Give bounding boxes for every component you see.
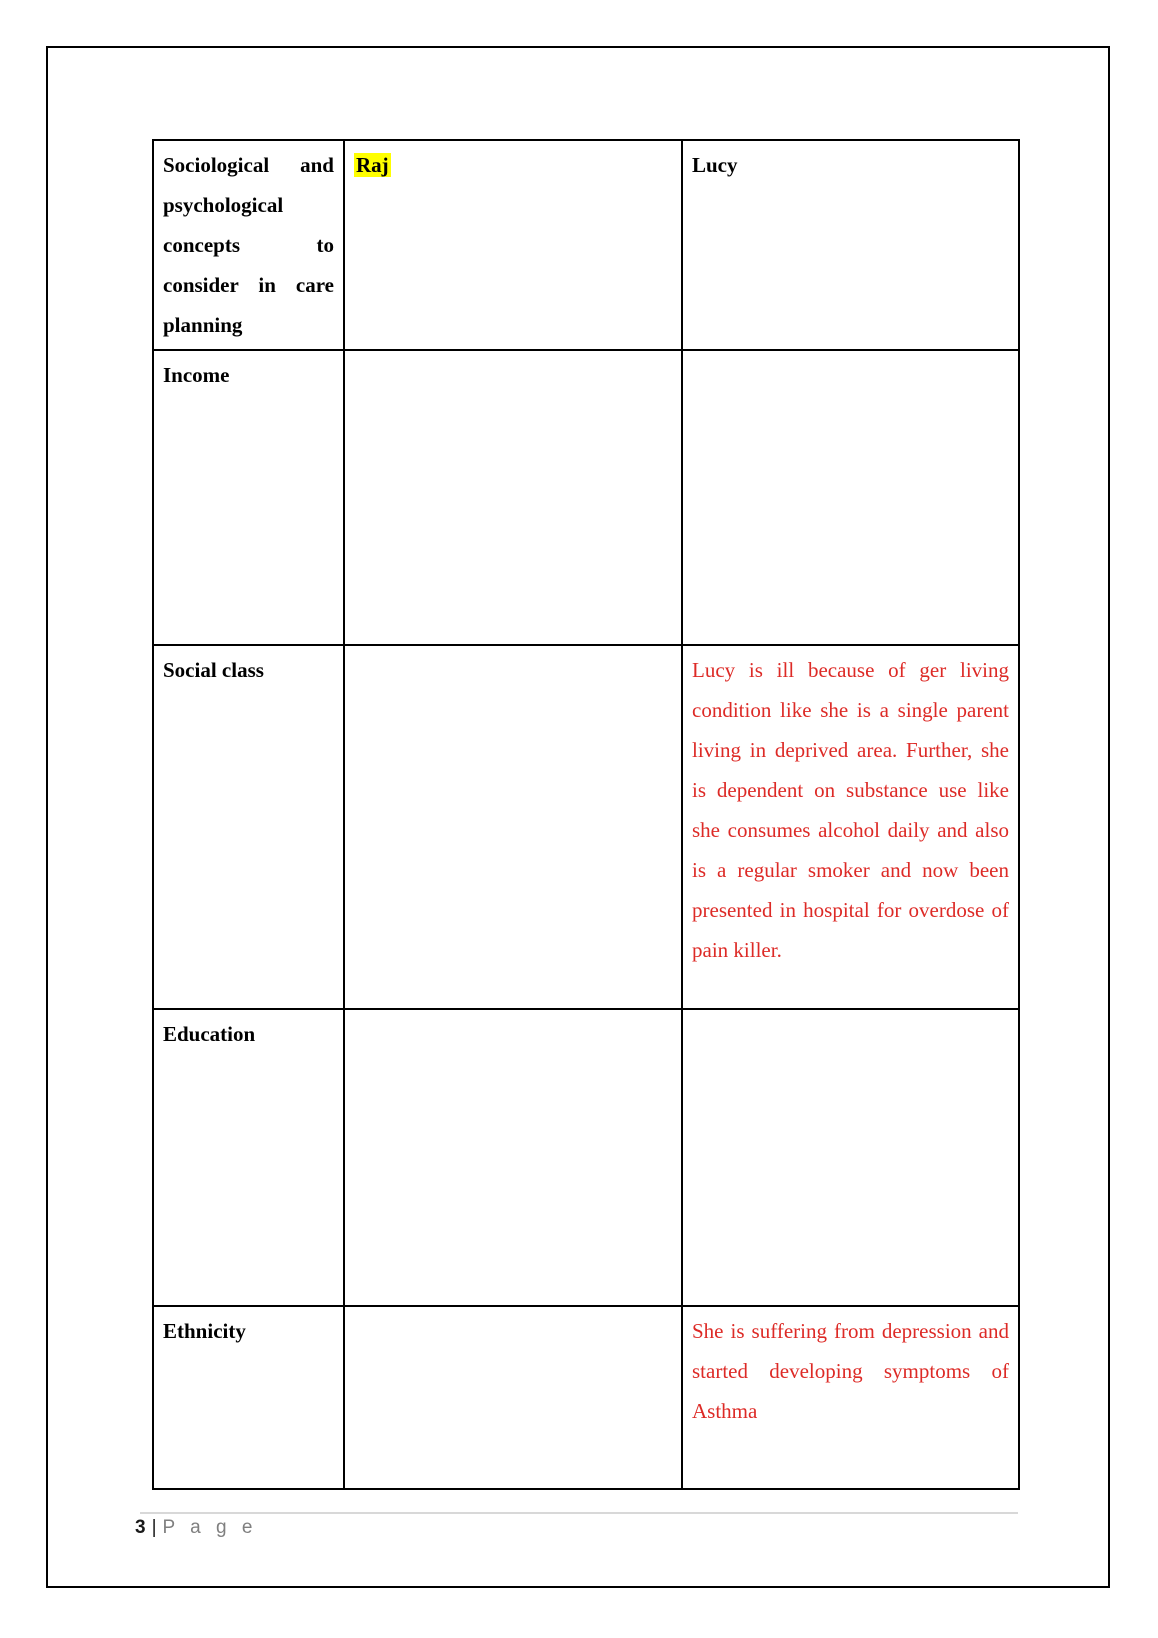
cell-social-class-raj — [344, 645, 682, 1009]
cell-ethnicity-raj — [344, 1306, 682, 1489]
row-label-education: Education — [153, 1009, 344, 1306]
footer-rule — [140, 1512, 1018, 1514]
page-footer — [135, 1515, 257, 1541]
cell-income-lucy — [682, 350, 1019, 645]
cell-education-lucy — [682, 1009, 1019, 1306]
row-label-income: Income — [153, 350, 344, 645]
table-row-ethnicity — [153, 1306, 1019, 1489]
row-label-social-class: Social class — [153, 645, 344, 1009]
row-label-ethnicity: Ethnicity — [153, 1306, 344, 1489]
table-row-social-class — [153, 645, 1019, 1009]
footer-separator: | — [151, 1517, 157, 1538]
cell-income-raj — [344, 350, 682, 645]
cell-education-raj — [344, 1009, 682, 1306]
header-concepts-label: Sociological and psychological concepts to consider in care planning — [163, 153, 334, 337]
footer-page-label: P a g e — [162, 1517, 258, 1538]
table-header-row — [153, 140, 1019, 350]
header-raj-label: Raj — [356, 153, 389, 177]
header-raj-cell — [344, 140, 682, 350]
footer-page-number: 3 — [135, 1517, 146, 1538]
header-lucy-label: Lucy — [692, 153, 738, 177]
table-row-education — [153, 1009, 1019, 1306]
header-lucy-cell — [682, 140, 1019, 350]
table-row-income — [153, 350, 1019, 645]
cell-ethnicity-lucy: She is suffering from depression and started developing symptoms of Asthma — [682, 1306, 1019, 1489]
care-planning-table — [152, 139, 1020, 1490]
cell-social-class-lucy: Lucy is ill because of ger living condition like she is a single parent living in deprived area. Further, she is dependent on substance use like she consumes alcohol daily and also is a regular smoker and now been presented in hospital for overdose of pain killer. — [682, 645, 1019, 1009]
header-concepts-cell — [153, 140, 344, 350]
